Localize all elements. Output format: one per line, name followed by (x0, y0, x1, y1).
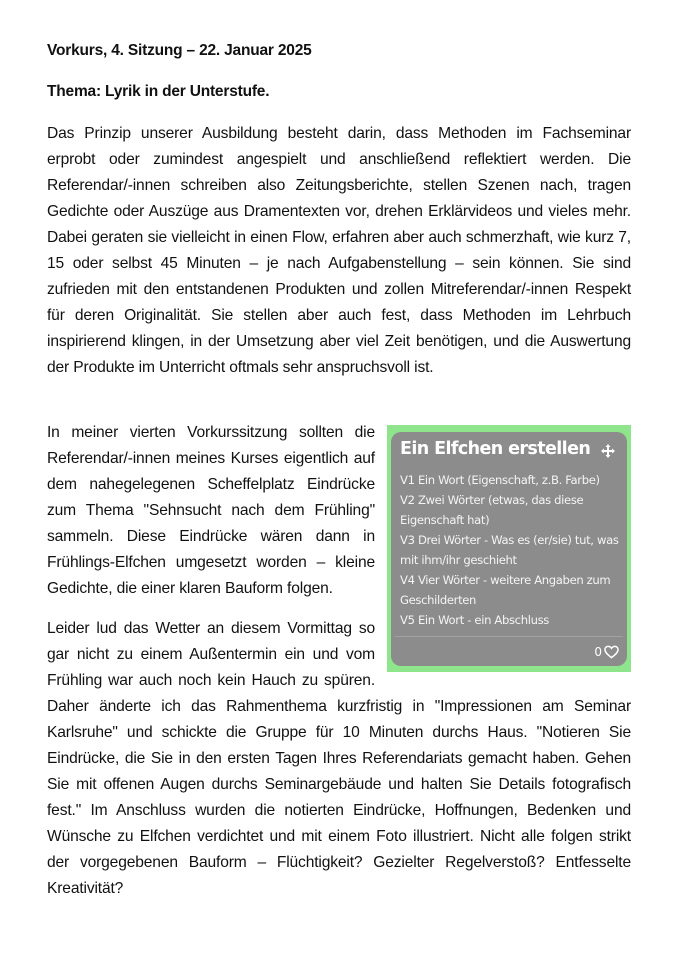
move-arrows-icon[interactable] (601, 444, 615, 458)
card-lines (400, 470, 619, 630)
like-button[interactable] (594, 645, 619, 659)
like-count: 0 (594, 645, 602, 659)
document-title: Vorkurs, 4. Sitzung – 22. Januar 2025 (47, 42, 312, 59)
paragraph-2: In meiner vierten Vorkurssitzung sollten die Referendar/-innen meines Kurses eigentlich auf dem nahegelegenen Scheffelplatz Eindrücke zum Thema "Sehnsucht nach dem Frühling" sammeln. Diese Eindrücke wären dann in Frühlings-Elfchen umgesetzt worden – kleine Gedichte, die einer klaren Bauform folgen. (47, 424, 375, 597)
content-with-card (47, 420, 631, 902)
card-line: V1 Ein Wort (Eigenschaft, z.B. Farbe) (400, 473, 600, 487)
heart-icon[interactable] (604, 645, 619, 659)
document-subtitle: Thema: Lyrik in der Unterstufe. (47, 83, 270, 100)
card-line: V2 Zwei Wörter (etwas, das diese Eigenschaft hat) (400, 493, 584, 527)
card-line: V3 Drei Wörter - Was es (er/sie) tut, was mit ihm/ihr geschieht (400, 533, 619, 567)
paragraph-1: Das Prinzip unserer Ausbildung besteht darin, dass Methoden im Fachseminar erprobt oder zumindest angespielt und anschließend reflektiert werden. Die Referendar/-innen schreiben also Zeitungsberichte, stellen Szenen nach, tragen Gedichte oder Auszüge aus Dramentexten vor, drehen Erklärvideos und vieles mehr. Dabei geraten sie vielleicht in einen Flow, erfahren aber auch schmerzhaft, wie kurz 7, 15 oder selbst 45 Minuten – je nach Aufgabenstellung – sein können. Sie sind zufrieden mit den entstandenen Produkten und zollen Mitreferendar/-innen Respekt für deren Originalität. Sie stellen aber auch fest, dass Methoden im Lehrbuch inspirierend klingen, in der Umsetzung aber viel Zeit benötigen, und die Auswertung der Produkte im Unterricht oftmals sehr anspruchsvoll ist. (47, 125, 631, 376)
card-title: Ein Elfchen erstellen (400, 439, 591, 459)
card-line: V5 Ein Wort - ein Abschluss (400, 613, 549, 627)
paragraph-3: Leider lud das Wetter an diesem Vormittag so gar nicht zu einem Außentermin ein und vom Frühling war auch noch kein Hauch zu spüren. Daher änderte ich das Rahmenthema kurzfristig in "Impressionen am Seminar Karlsruhe" und schickte die Gruppe für 10 Minuten durchs Haus. "Notieren Sie Eindrücke, die Sie in den ersten Tagen Ihres Referendariats gemacht haben. Gehen Sie mit offenen Augen durchs Seminargebäude und halten Sie Details fotografisch fest." Im Anschluss wurden die notierten Eindrücke, Hoffnungen, Bedenken und Wünsche zu Elfchen verdichtet und mit einem Foto illustriert. Nicht alle folgen strikt der vorgegebenen Bauform – Flüchtigkeit? Gezielter Regelverstoß? Entfesselte Kreativität? (47, 620, 631, 897)
elfchen-card-frame (387, 425, 631, 672)
card-line: V4 Vier Wörter - weitere Angaben zum Geschilderten (400, 573, 611, 607)
elfchen-card[interactable] (391, 432, 627, 666)
card-divider (395, 636, 623, 637)
